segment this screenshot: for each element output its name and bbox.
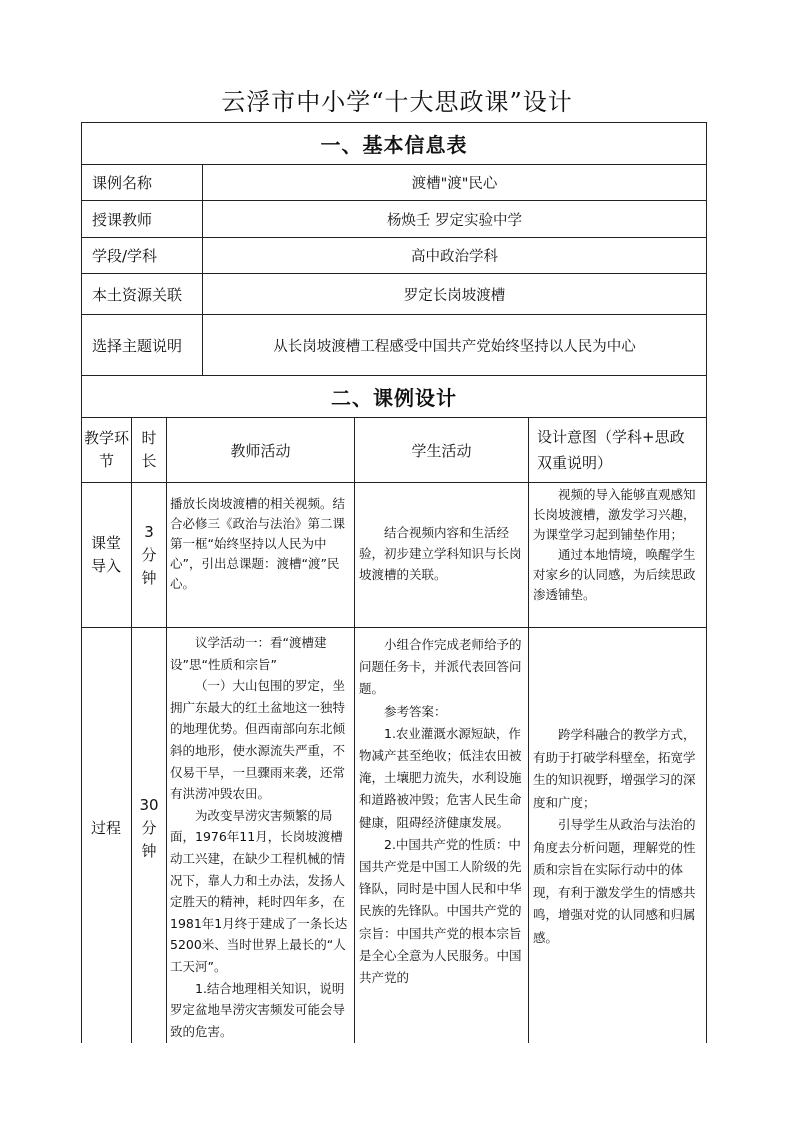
row1-stage: 课堂导入 <box>90 534 121 575</box>
col-header-teacher: 教师活动 <box>230 441 291 460</box>
row1-intent-p1: 视频的导入能够直观感知长岗坡渡槽，激发学习兴趣，为课堂学习起到铺垫作用； <box>533 487 696 542</box>
page-title: 云浮市中小学“十大思政课”设计 <box>221 88 573 116</box>
row2-student-p1: 小组合作完成老师给予的问题任务卡，并派代表回答问题。 <box>359 637 522 697</box>
info-value-teacher: 杨焕壬 罗定实验中学 <box>386 212 523 229</box>
info-label-teacher: 授课教师 <box>92 210 153 229</box>
row1-teacher-text: 播放长岗坡渡槽的相关视频。结合必修三《政治与法治》第二课第一框“始终坚持以人民为中心”，引出总课题：渡槽“渡”民心。 <box>170 496 346 591</box>
section1-heading: 一、基本信息表 <box>320 133 468 157</box>
info-label-theme: 选择主题说明 <box>92 336 183 355</box>
col-header-student: 学生活动 <box>411 441 472 460</box>
row2-teacher-p1: 议学活动一：看“渡槽建设”思“性质和宗旨” <box>170 635 327 672</box>
row2-student-p2: 参考答案： <box>384 703 447 719</box>
col-header-time: 时长 <box>141 429 157 470</box>
row2-teacher-p3: 为改变旱涝灾害频繁的局面，1976年11月，长岗坡渡槽动工兴建，在缺少工程机械的情况下，靠人力和土办法，发扬人定胜天的精神，耗时四年多，在1981年1月终于建成了一条长达5200米、当时世界上最长的“人工天河”。 <box>170 807 348 974</box>
info-value-theme: 从长岗坡渡槽工程感受中国共产党始终坚持以人民为中心 <box>273 338 636 355</box>
row2-stage: 过程 <box>90 818 121 837</box>
row2-teacher-p2: （一）大山包围的罗定，坐拥广东最大的红土盆地这一独特的地理优势。但西南部向东北倾斜的地形，使水源流失严重，不仅易干旱，一旦骤雨来袭，还常有洪涝冲毁农田。 <box>170 678 346 802</box>
info-label-grade-subject: 学段/学科 <box>92 247 158 265</box>
row1-time: 3分钟 <box>141 522 157 587</box>
row1-teacher-activity <box>170 494 352 594</box>
col-header-stage: 教学环节 <box>84 429 130 470</box>
row2-design-intent <box>533 724 703 949</box>
row1-student-text: 结合视频内容和生活经验，初步建立学科知识与长岗坡渡槽的关联。 <box>359 525 522 582</box>
row1-design-intent <box>533 485 703 605</box>
row2-intent-p1: 跨学科融合的教学方式，有助于打破学科壁垒，拓宽学生的知识视野，增强学习的深度和广度； <box>533 727 696 810</box>
row2-teacher-activity <box>170 632 352 1042</box>
row1-intent-p2: 通过本地情境，唤醒学生对家乡的认同感，为后续思政渗透铺垫。 <box>533 547 696 602</box>
row1-student-activity <box>359 522 525 585</box>
row2-student-p4: 2.中国共产党的性质：中国共产党是中国工人阶级的先锋队，同时是中国人民和中华民族的先锋队。中国共产党的宗旨：中国共产党的根本宗旨是全心全意为人民服务。中国共产党的 <box>359 836 522 986</box>
row2-time: 30分钟 <box>139 795 159 860</box>
info-value-local-resource: 罗定长岗坡渡槽 <box>403 287 506 304</box>
col-header-intent: 设计意图（学科+思政双重说明） <box>537 428 685 472</box>
row2-intent-p2: 引导学生从政治与法治的角度去分析问题，理解党的性质和宗旨在实际行动中的体现，有利于激发学生的情感共鸣，增强对党的认同感和归属感。 <box>533 817 696 945</box>
row2-student-p3: 1.农业灌溉水源短缺，作物减产甚至绝收；低洼农田被淹，土壤肥力流失，水利设施和道路被冲毁；危害人民生命健康，阻碍经济健康发展。 <box>359 725 522 830</box>
info-label-local-resource: 本土资源关联 <box>92 285 183 304</box>
row2-student-activity <box>359 634 525 1034</box>
info-label-course-name: 课例名称 <box>92 174 153 192</box>
info-value-course-name: 渡槽"渡"民心 <box>411 176 498 192</box>
section2-heading: 二、课例设计 <box>331 386 457 410</box>
info-value-grade-subject: 高中政治学科 <box>411 249 498 265</box>
row2-teacher-p4: 1.结合地理相关知识，说明罗定盆地旱涝灾害频发可能会导致的危害。 <box>170 980 346 1039</box>
